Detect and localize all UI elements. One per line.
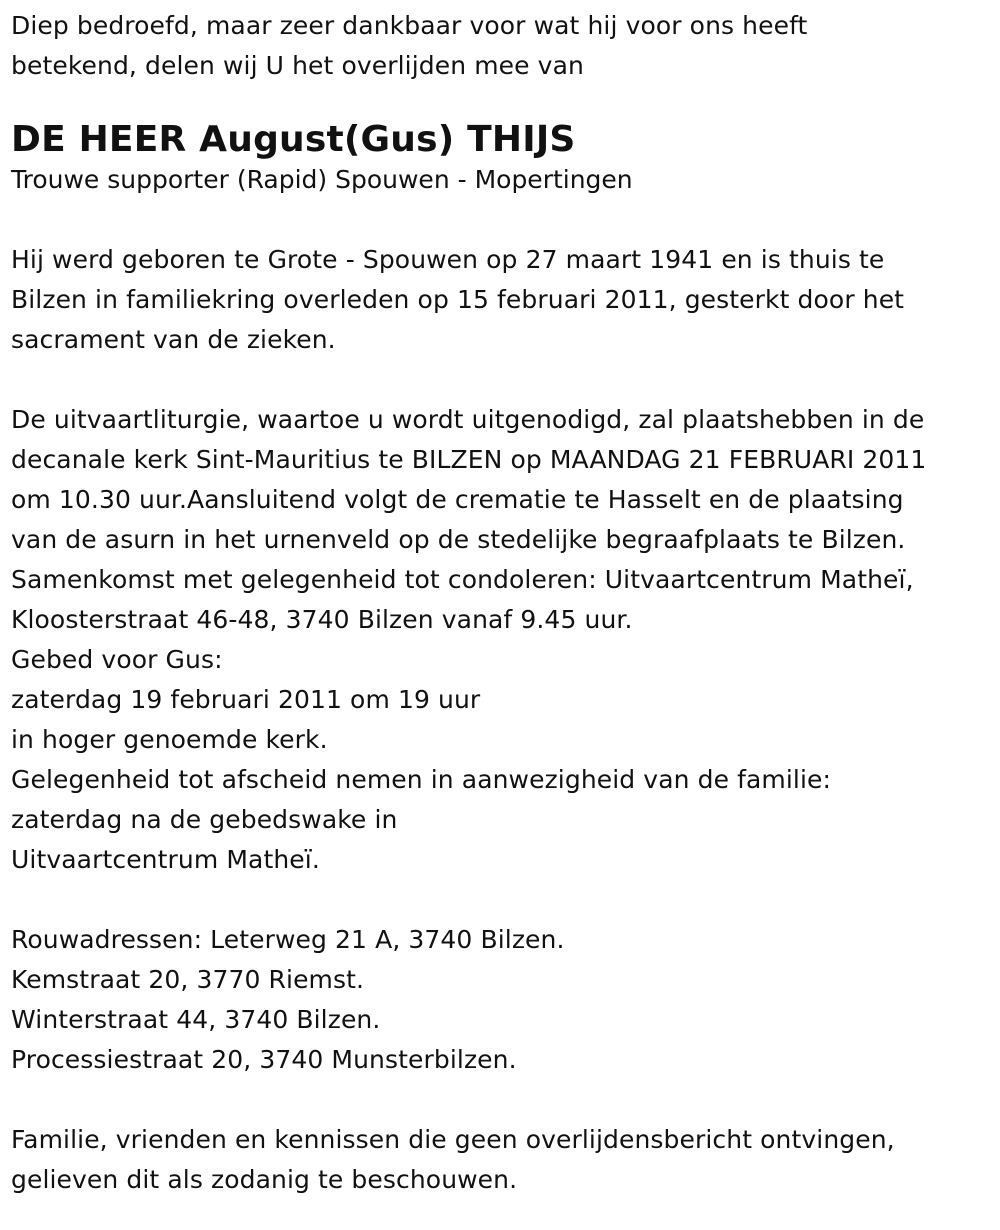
funeral-line: decanale kerk Sint-Mauritius te BILZEN op MAANDAG 21 FEBRUARI 2011 [11,445,927,474]
deceased-subtitle: Trouwe supporter (Rapid) Spouwen - Mopertingen [11,165,633,194]
funeral-line: Samenkomst met gelegenheid tot condoleren: Uitvaartcentrum Matheï, [11,565,914,594]
birth-death-line: Hij werd geboren te Grote - Spouwen op 27 maart 1941 en is thuis te [11,245,885,274]
intro-line: betekend, delen wij U het overlijden mee van [11,51,584,80]
funeral-line: Gebed voor Gus: [11,645,223,674]
funeral-paragraph [11,400,1000,880]
funeral-line: zaterdag 19 februari 2011 om 19 uur [11,685,481,714]
funeral-line: De uitvaartliturgie, waartoe u wordt uitgenodigd, zal plaatshebben in de [11,405,925,434]
funeral-line: om 10.30 uur.Aansluitend volgt de crematie te Hasselt en de plaatsing [11,485,904,514]
closing-line: gelieven dit als zodanig te beschouwen. [11,1165,518,1194]
birth-death-line: sacrament van de zieken. [11,325,336,354]
closing-line: Familie, vrienden en kennissen die geen overlijdensbericht ontvingen, [11,1125,895,1154]
address-line: Rouwadressen: Leterweg 21 A, 3740 Bilzen. [11,925,565,954]
funeral-line: zaterdag na de gebedswake in [11,805,398,834]
funeral-line: in hoger genoemde kerk. [11,725,328,754]
funeral-line: Uitvaartcentrum Matheï. [11,845,320,874]
closing-paragraph [11,1120,1000,1200]
address-line: Processiestraat 20, 3740 Munsterbilzen. [11,1045,517,1074]
deceased-name: DE HEER August(Gus) THIJS [11,119,576,160]
birth-death-line: Bilzen in familiekring overleden op 15 februari 2011, gesterkt door het [11,285,905,314]
address-line: Kemstraat 20, 3770 Riemst. [11,965,365,994]
address-line: Winterstraat 44, 3740 Bilzen. [11,1005,381,1034]
funeral-line: van de asurn in het urnenveld op de stedelijke begraafplaats te Bilzen. [11,525,906,554]
intro-paragraph [11,6,1000,86]
intro-line: Diep bedroefd, maar zeer dankbaar voor wat hij voor ons heeft [11,11,808,40]
funeral-line: Gelegenheid tot afscheid nemen in aanwezigheid van de familie: [11,765,832,794]
birth-death-paragraph [11,240,1000,360]
addresses-paragraph [11,920,1000,1080]
funeral-line: Kloosterstraat 46-48, 3740 Bilzen vanaf 9.45 uur. [11,605,633,634]
